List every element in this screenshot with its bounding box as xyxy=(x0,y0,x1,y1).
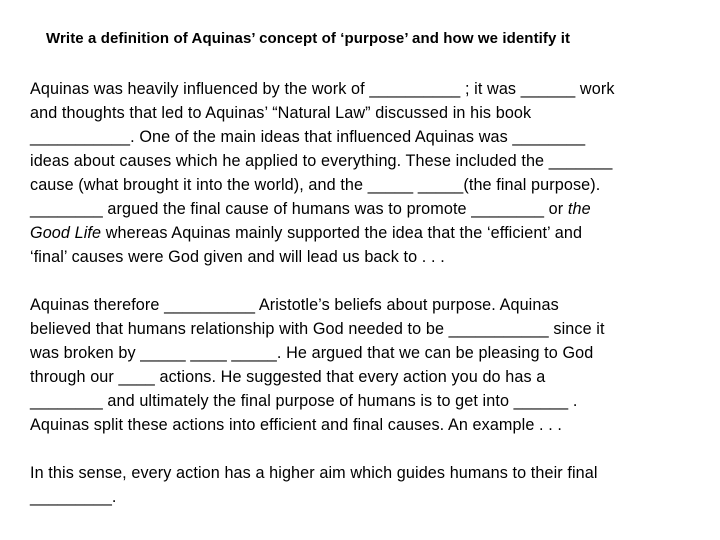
text-line: In this sense, every action has a higher aim which guides humans to their final xyxy=(30,464,598,482)
text-line: and thoughts that led to Aquinas’ “Natural Law” discussed in his book xyxy=(30,104,532,122)
text-line: was broken by _____ ____ _____. He argued that we can be pleasing to God xyxy=(30,344,594,362)
text-line: ________ and ultimately the final purpose of humans is to get into ______ . xyxy=(30,392,578,410)
paragraph-natural-law-influences xyxy=(30,77,700,269)
text-line xyxy=(30,221,700,245)
worksheet-title: Write a definition of Aquinas’ concept of ‘purpose’ and how we identify it xyxy=(46,30,571,47)
italic-text: the xyxy=(567,200,591,218)
text-line: cause (what brought it into the world), and the _____ _____(the final purpose). xyxy=(30,176,601,194)
text-line: Aquinas split these actions into efficient and final causes. An example . . . xyxy=(30,416,563,434)
text-line xyxy=(30,197,700,221)
paragraph-conclusion xyxy=(30,461,700,509)
text-span: ________ argued the final cause of humans was to promote ________ or xyxy=(30,200,568,218)
text-line: through our ____ actions. He suggested that every action you do has a xyxy=(30,368,546,386)
text-line: ___________. One of the main ideas that influenced Aquinas was ________ xyxy=(30,128,586,146)
text-line: Aquinas therefore __________ Aristotle’s beliefs about purpose. Aquinas xyxy=(30,296,559,314)
paragraph-purpose-and-god xyxy=(30,293,700,437)
text-line: believed that humans relationship with God needed to be ___________ since it xyxy=(30,320,605,338)
text-line: _________. xyxy=(30,488,117,506)
text-line: ideas about causes which he applied to everything. These included the _______ xyxy=(30,152,613,170)
text-span: whereas Aquinas mainly supported the idea that the ‘efficient’ and xyxy=(101,224,583,242)
text-line: Aquinas was heavily influenced by the work of __________ ; it was ______ work xyxy=(30,80,615,98)
text-line: ‘final’ causes were God given and will lead us back to . . . xyxy=(30,248,445,266)
italic-text: Good Life xyxy=(30,224,102,242)
